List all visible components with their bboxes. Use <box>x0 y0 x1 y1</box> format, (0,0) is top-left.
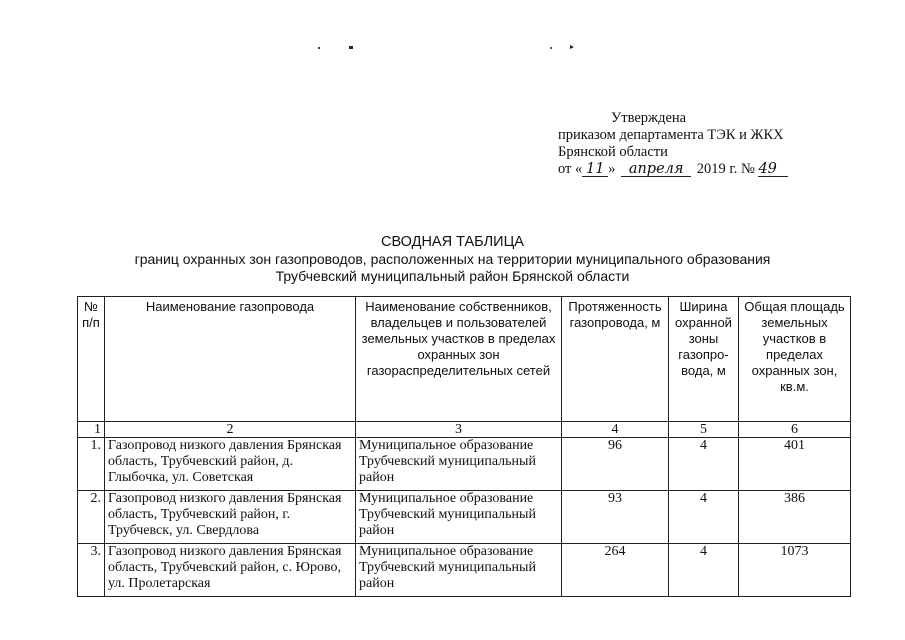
heading-subtitle-1: границ охранных зон газопроводов, расположенных на территории муниципального образования <box>134 251 771 267</box>
heading-subtitle-2: Трубчевский муниципальный район Брянской области <box>275 268 630 284</box>
approval-order: приказом департамента ТЭК и ЖКХ <box>558 127 784 143</box>
zone-width: 4 <box>669 544 739 597</box>
table-row <box>78 491 851 544</box>
approval-block <box>558 110 858 178</box>
number-prefix: № <box>740 161 755 177</box>
header-zone-width: Ширина охранной зоны газопро-вода, м <box>669 297 739 422</box>
row-number: 3. <box>78 544 105 597</box>
pipeline-name: Газопровод низкого давления Брянская область, Трубчевский район, г. Трубчевск, ул. Свердлова <box>105 491 356 544</box>
column-number: 4 <box>562 422 669 438</box>
header-pipeline-name: Наименование газопровода <box>105 297 356 422</box>
table-heading <box>0 234 905 285</box>
handwritten-number: 49 <box>758 163 788 177</box>
header-row <box>78 297 851 422</box>
total-area: 386 <box>739 491 851 544</box>
date-mid: » <box>608 161 616 177</box>
total-area: 1073 <box>739 544 851 597</box>
column-number: 3 <box>356 422 562 438</box>
header-number: № п/п <box>78 297 105 422</box>
total-area: 401 <box>739 438 851 491</box>
column-number: 1 <box>78 422 105 438</box>
date-prefix: от « <box>558 161 583 177</box>
header-owners: Наименование собственников, владельцев и пользователей земельных участков в пределах охранных зон газораспределительных сетей <box>356 297 562 422</box>
pipeline-length: 264 <box>562 544 669 597</box>
heading-title: СВОДНАЯ ТАБЛИЦА <box>381 234 524 250</box>
owner-name: Муниципальное образование Трубчевский муниципальный район <box>356 544 562 597</box>
table-row <box>78 544 851 597</box>
column-number: 2 <box>105 422 356 438</box>
pipeline-length: 93 <box>562 491 669 544</box>
zone-width: 4 <box>669 491 739 544</box>
pipeline-name: Газопровод низкого давления Брянская область, Трубчевский район, д. Глыбочка, ул. Советская <box>105 438 356 491</box>
handwritten-day: 11 <box>582 163 608 177</box>
gas-pipeline-table <box>77 296 851 597</box>
pipeline-name: Газопровод низкого давления Брянская область, Трубчевский район, с. Юрово, ул. Пролетарская <box>105 544 356 597</box>
header-length: Протяженность газопровода, м <box>562 297 669 422</box>
approval-title: Утверждена <box>611 110 687 126</box>
column-number: 6 <box>739 422 851 438</box>
row-number: 2. <box>78 491 105 544</box>
column-number-row <box>78 422 851 438</box>
owner-name: Муниципальное образование Трубчевский муниципальный район <box>356 491 562 544</box>
pipeline-length: 96 <box>562 438 669 491</box>
date-year: 2019 г. <box>696 161 738 177</box>
zone-width: 4 <box>669 438 739 491</box>
approval-date-line <box>558 161 858 178</box>
row-number: 1. <box>78 438 105 491</box>
handwritten-month: апреля <box>621 163 691 177</box>
approval-region: Брянской области <box>558 144 668 160</box>
header-total-area: Общая площадь земельных участков в пределах охранных зон, кв.м. <box>739 297 851 422</box>
owner-name: Муниципальное образование Трубчевский муниципальный район <box>356 438 562 491</box>
table-row <box>78 438 851 491</box>
column-number: 5 <box>669 422 739 438</box>
